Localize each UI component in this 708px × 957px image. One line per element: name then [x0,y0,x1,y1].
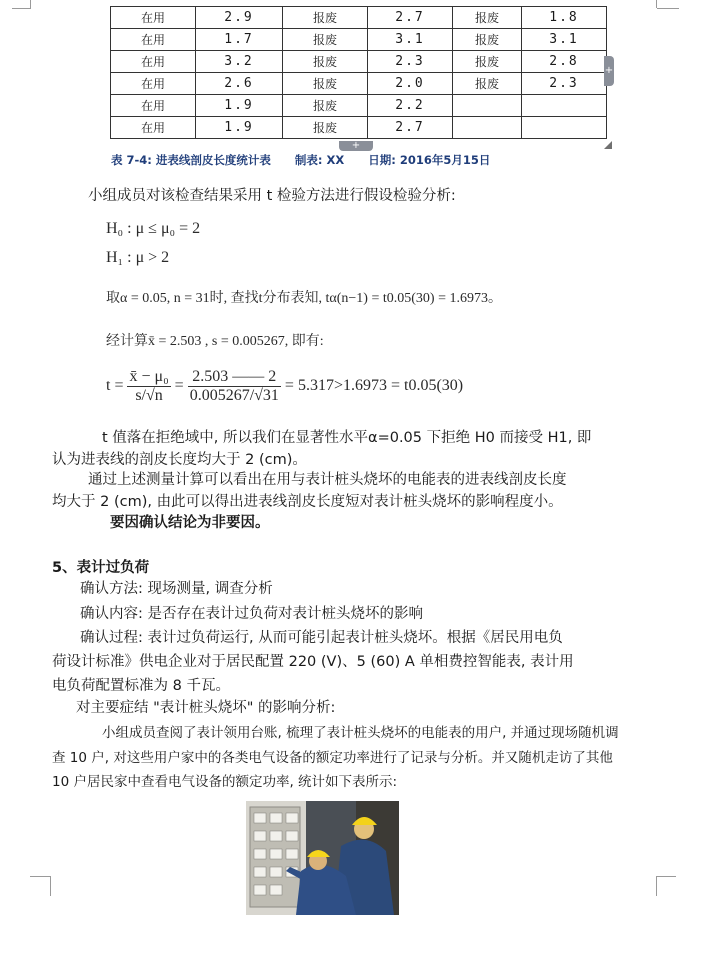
length-cell[interactable]: 2.9 [196,7,283,29]
t-rhs: = 5.317>1.6973 = t0.05(30) [284,377,464,395]
status-cell[interactable]: 在用 [111,117,196,139]
length-cell[interactable] [522,95,607,117]
length-cell[interactable]: 2.2 [368,95,453,117]
table-caption [111,152,490,168]
length-cell[interactable]: 2.7 [368,7,453,29]
length-cell[interactable]: 3.1 [522,29,607,51]
crop-mark [657,8,679,9]
hypothesis-h1: H₁ : μ > 2 [106,249,170,266]
length-cell[interactable]: 1.7 [196,29,283,51]
status-cell[interactable]: 在用 [111,73,196,95]
frac2-numerator: 2.503 —— 2 [188,368,281,387]
caption-title: 表 7-4: 进表线剖皮长度统计表 [111,153,271,167]
table-row [111,7,607,29]
status-cell[interactable] [453,117,522,139]
crop-mark [12,8,31,9]
summary-paragraph-line2: 均大于 2 (cm), 由此可以得出进表线剖皮长度短对表计桩头烧坏的影响程度小。 [52,494,563,510]
status-cell[interactable]: 报废 [453,73,522,95]
hypothesis-h0: H₀ : μ ≤ μ₀ = 2 [106,220,201,237]
table-row [111,95,607,117]
length-cell[interactable]: 3.2 [196,51,283,73]
status-cell[interactable]: 报废 [283,95,368,117]
crop-mark [656,876,676,877]
status-cell[interactable]: 报废 [453,51,522,73]
table-row [111,51,607,73]
alpha-n-line: 取α = 0.05, n = 31时, 查找t分布表知, tα(n−1) = t0.05(30) = 1.6973。 [106,291,502,306]
length-cell[interactable]: 2.8 [522,51,607,73]
summary-paragraph-line1: 通过上述测量计算可以看出在用与表计桩头烧坏的电能表的进表线剖皮长度 [88,472,567,488]
status-cell[interactable]: 在用 [111,7,196,29]
length-cell[interactable]: 1.8 [522,7,607,29]
status-cell[interactable]: 报废 [283,29,368,51]
t-statistic-formula: t = $\frac{\text{x̄ − μ₀}}{s/√n}$ = $\frac{2.503 —— 2}{0.005267/√31}$ = 5.317>1.6973 = t0.05(30) [106,368,464,404]
fraction-symbolic [127,368,170,405]
frac1-denominator: s/√n [135,387,163,404]
length-cell[interactable]: 3.1 [368,29,453,51]
confirm-process-line1: 确认过程: 表计过负荷运行, 从而可能引起表计桩头烧坏。根据《居民用电负 [80,630,563,646]
confirm-content: 确认内容: 是否存在表计过负荷对表计桩头烧坏的影响 [80,606,423,622]
status-cell[interactable]: 报废 [283,7,368,29]
table-row [111,117,607,139]
survey-paragraph-line2: 查 10 户, 对这些用户家中的各类电气设备的额定功率进行了记录与分析。并又随机走访了其他 [52,750,613,766]
table-row [111,29,607,51]
add-row-handle[interactable]: + [339,141,373,151]
length-cell[interactable]: 1.9 [196,117,283,139]
status-cell[interactable]: 在用 [111,95,196,117]
table-row [111,73,607,95]
length-cell[interactable]: 2.3 [368,51,453,73]
impact-analysis-heading: 对主要症结 "表计桩头烧坏" 的影响分析: [76,700,336,716]
frac2-denominator: 0.005267/√31 [189,387,279,404]
crop-mark [656,876,657,896]
fraction-numeric [188,368,281,405]
length-cell[interactable]: 2.6 [196,73,283,95]
survey-paragraph-line1: 小组成员查阅了表计领用台账, 梳理了表计桩头烧坏的电能表的用户, 并通过现场随机调 [102,725,619,741]
table-resize-handle[interactable] [604,141,612,149]
length-cell[interactable]: 1.9 [196,95,283,117]
section-heading: 5、表计过负荷 [52,560,150,576]
add-column-handle[interactable]: + [604,56,614,86]
frac1-numerator: x̄ − μ₀ [129,368,169,385]
caption-date: 日期: 2016年5月15日 [368,153,491,167]
rejection-paragraph-line1: t 值落在拒绝域中, 所以我们在显著性水平α=0.05 下拒绝 H0 而接受 H1, 即 [102,430,592,446]
intro-paragraph: 小组成员对该检查结果采用 t 检验方法进行假设检验分析: [88,188,456,204]
status-cell[interactable]: 报废 [283,117,368,139]
length-cell[interactable]: 2.0 [368,73,453,95]
t-lhs: t = [106,377,124,395]
conclusion-text: 要因确认结论为非要因。 [110,515,270,531]
confirm-method: 确认方法: 现场测量, 调查分析 [80,581,273,597]
crop-mark [30,0,31,8]
status-cell[interactable]: 报废 [453,7,522,29]
length-cell[interactable] [522,117,607,139]
length-cell[interactable]: 2.7 [368,117,453,139]
status-cell[interactable]: 报废 [283,51,368,73]
crop-mark [50,876,51,896]
status-cell[interactable] [453,95,522,117]
crop-mark [30,876,50,877]
status-cell[interactable]: 在用 [111,51,196,73]
status-cell[interactable]: 在用 [111,29,196,51]
computed-values-line: 经计算x̄ = 2.503 , s = 0.005267, 即有: [106,334,324,349]
crop-mark [656,0,657,8]
survey-paragraph-line3: 10 户居民家中查看电气设备的额定功率, 统计如下表所示: [52,774,398,790]
stripping-length-table[interactable] [110,6,607,139]
caption-maker: 制表: XX [294,153,345,167]
confirm-process-line3: 电负荷配置标准为 8 千瓦。 [52,678,230,694]
status-cell[interactable]: 报废 [453,29,522,51]
rejection-paragraph-line2: 认为进表线的剖皮长度均大于 2 (cm)。 [52,452,307,468]
length-cell[interactable]: 2.3 [522,73,607,95]
confirm-process-line2: 荷设计标准》供电企业对于居民配置 220 (V)、5 (60) A 单相费控智能表, 表计用 [52,654,574,670]
field-inspection-photo [246,801,399,915]
status-cell[interactable]: 报废 [283,73,368,95]
